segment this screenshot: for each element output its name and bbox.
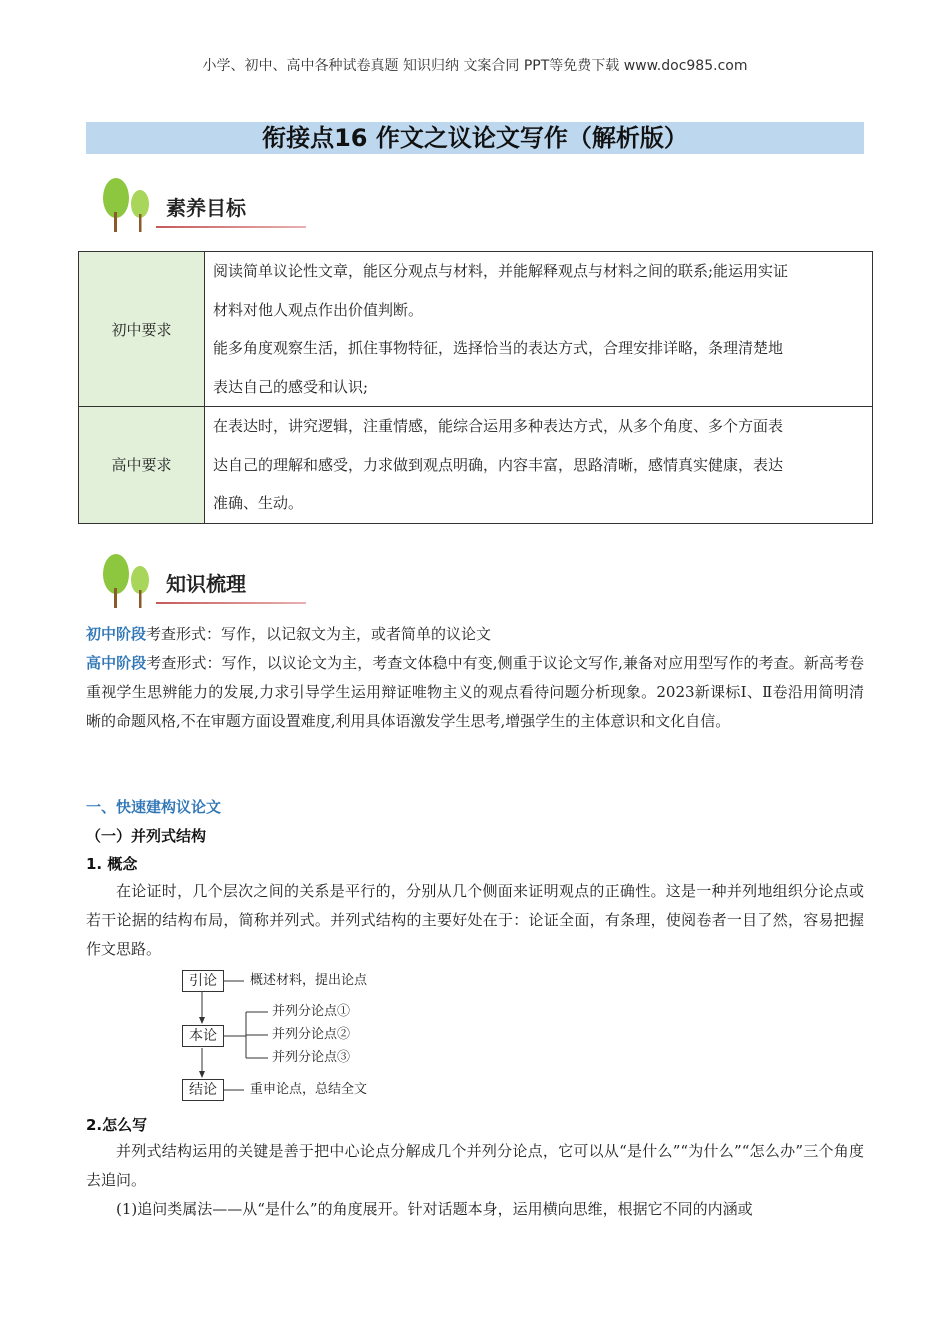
senior-label: 高中要求 (79, 407, 205, 524)
text-line: 准确、生动。 (213, 494, 304, 512)
body-box: 本论 (182, 1025, 224, 1047)
parallel-point: 并列分论点③ (272, 1050, 351, 1065)
how-text: 并列式结构运用的关键是善于把中心论点分解成几个并列分论点，它可以从“是什么”“为什么”“怎么办”三个角度去追问。 (86, 1142, 864, 1189)
text-line: 阅读简单议论性文章，能区分观点与材料，并能解释观点与材料之间的联系;能运用实证 (213, 262, 789, 280)
stage-tag: 高中阶段 (86, 654, 147, 672)
section-banner-goals (96, 176, 306, 236)
conclusion-desc: 重申论点，总结全文 (250, 1082, 368, 1097)
page-title: 衔接点16 作文之议论文写作（解析版） (86, 122, 864, 154)
concept-text: 在论证时，几个层次之间的关系是平行的，分别从几个侧面来证明观点的正确性。这是一种并列地组织分论点或若干论据的结构布局，简称并列式。并列式结构的主要好处在于：论证全面，有条理，使阅卷者一目了然，容易把握作文思路。 (86, 882, 864, 958)
intro-box: 引论 (182, 970, 224, 992)
tree-icon (96, 176, 156, 236)
text-line: 能多角度观察生活，抓住事物特征，选择恰当的表达方式，合理安排详略，条理清楚地 (213, 339, 784, 357)
parallel-point: 并列分论点② (272, 1027, 351, 1042)
section-banner-knowledge (96, 552, 306, 612)
senior-text (205, 407, 873, 524)
table-row (79, 252, 873, 407)
section-label-goals: 素养目标 (166, 196, 246, 220)
table-row (79, 407, 873, 524)
banner-underline (156, 226, 306, 228)
requirements-table (78, 251, 873, 524)
parallel-point: 并列分论点① (272, 1004, 351, 1019)
section-label-knowledge: 知识梳理 (166, 572, 246, 596)
stage-tag: 初中阶段 (86, 625, 147, 643)
text-line: 材料对他人观点作出价值判断。 (213, 300, 424, 319)
text-line: 在表达时，讲究逻辑，注重情感，能综合运用多种表达方式，从多个角度、多个方面表 (213, 417, 784, 435)
concept-heading: 1. 概念 (86, 855, 138, 873)
stage-text: 考查形式：写作，以记叙文为主，或者简单的议论文 (146, 625, 492, 643)
text-line: 表达自己的感受和认识; (213, 377, 369, 396)
junior-text (205, 252, 873, 407)
page-header: 小学、初中、高中各种试卷真题 知识归纳 文案合同 PPT等免费下载 www.doc985.com (202, 58, 748, 74)
intro-desc: 概述材料，提出论点 (250, 973, 368, 988)
tree-icon (96, 552, 156, 612)
text-line: 达自己的理解和感受，力求做到观点明确，内容丰富，思路清晰，感情真实健康，表达 (213, 455, 784, 474)
banner-underline (156, 602, 306, 604)
stage-junior (86, 620, 864, 649)
structure-diagram (180, 968, 440, 1108)
stage-text: 考查形式：写作，以议论文为主，考查文体稳中有变,侧重于议论文写作,兼备对应用型写作的考查。新高考卷重视学生思辨能力的发展,力求引导学生运用辩证唯物主义的观点看待问题分析现象。2023新课标Ⅰ、Ⅱ卷沿用简明清晰的命题风格,不在审题方面设置难度,利用具体语激发学生思考,增强学生的主体意识和文化自信。 (86, 654, 864, 730)
stage-senior (86, 649, 864, 736)
how-heading: 2.怎么写 (86, 1116, 148, 1134)
part-heading: 一、快速建构议论文 (86, 798, 222, 816)
sub-heading: （一）并列式结构 (86, 827, 207, 845)
conclusion-box: 结论 (182, 1079, 224, 1101)
method-text: (1)追问类属法——从“是什么”的角度展开。针对话题本身，运用横向思维，根据它不同的内涵或 (116, 1200, 753, 1218)
junior-label: 初中要求 (79, 252, 205, 407)
